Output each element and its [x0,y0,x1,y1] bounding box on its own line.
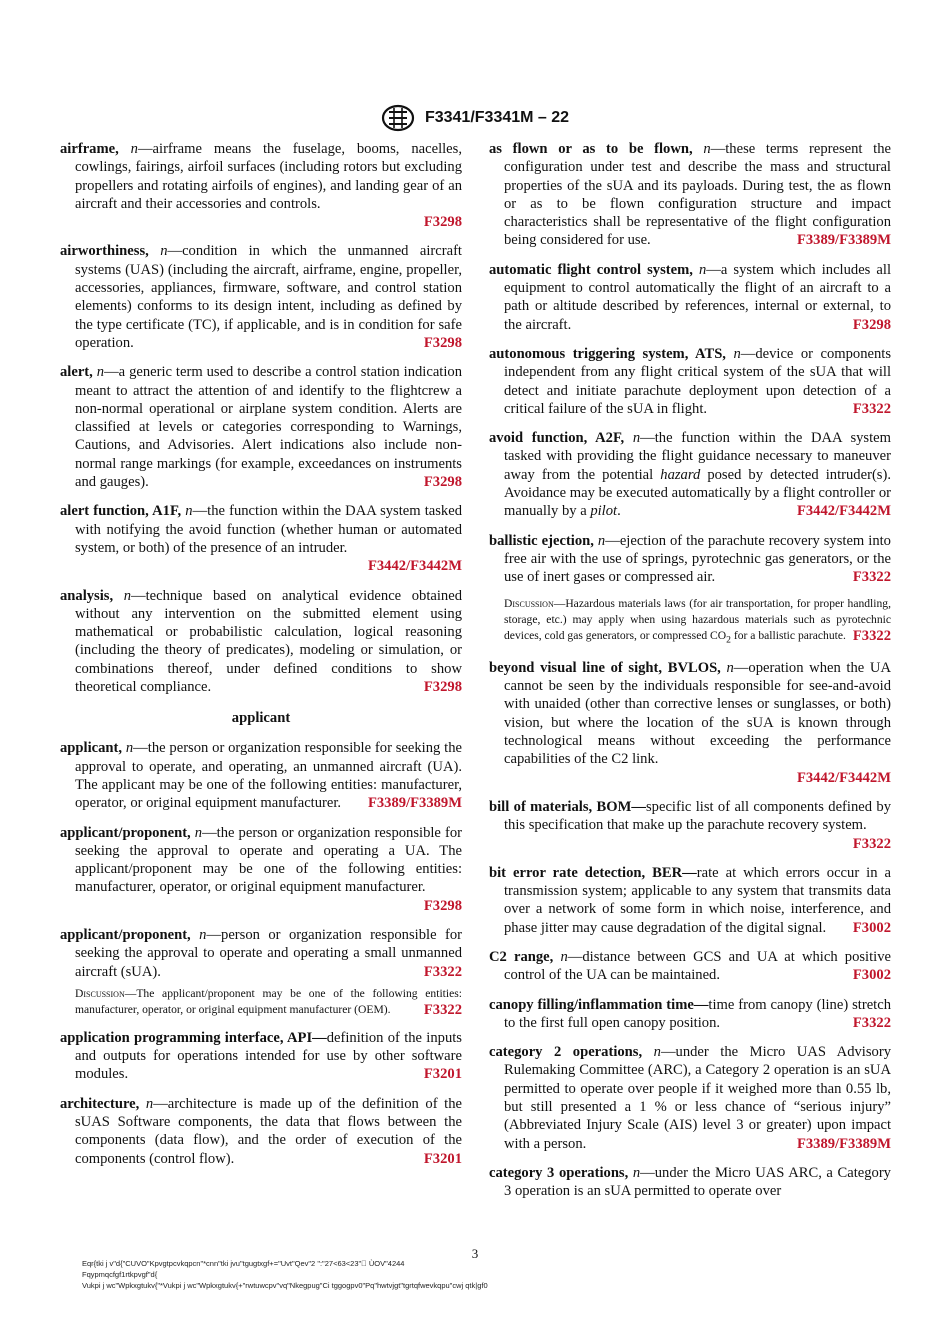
term: category 3 operations, [489,1164,629,1181]
term: airframe, [60,141,119,157]
definition-entry: category 3 operations, n—under the Micro UAS ARC, a Category 3 operation is an sUA permitted to operate over [489,1164,891,1200]
astm-logo-icon [381,104,415,132]
left-column [60,140,462,1179]
term: alert, [60,364,93,381]
definition-entry: automatic flight control system, n—a system which includes all equipment to control automatically the flight of an aircraft to a path or altitude described by references, internal or external, to the aircraft. F3298 [489,261,892,333]
standard-reference: F3389/F3389M [367,795,462,812]
standard-reference: F3298 [423,897,462,914]
standard-reference: F3322 [423,1001,462,1018]
term: analysis, [60,587,114,604]
definition-entry: applicant, n—the person or organization responsible for seeking the approval to operate, and operating, an unmanned aircraft (UA). The applicant may be one of the following entities: manufacturer, operator, or original equipment manufacturer. F3389/F3389M [60,740,462,812]
standard-reference: F3322 [852,835,891,852]
term: bill of materials, BOM— [489,798,646,815]
standard-reference: F3322 [423,963,462,980]
term: applicant, [60,740,123,757]
term: C2 range, [489,949,554,965]
definition-entry: as flown or as to be flown, n—these terms represent the configuration under test and describe the mass and structural properties of the sUA and its payloads. During test, the as flown or as to be flown configuration structure and impact characteristics shall be representative of the flight configuration being considered for use. F3389/F3389M [489,141,891,249]
standard-reference: F3442/F3442M [796,503,891,520]
definition-entry: alert function, A1F, n—the function within the DAA system tasked with notifying the avoid function (whether human or automated system, or both) of the presence of an intruder. F3442/F3442M [60,503,462,575]
term: autonomous triggering system, ATS, [489,345,726,362]
standard-reference: F3389/F3389M [796,232,891,249]
term: architecture, [60,1095,140,1112]
discussion-note: Discussion—The applicant/proponent may be one of the following entities: manufacturer, operator, or original equipment manufacturer (OEM). F3322 [75,986,462,1018]
definition-entry: C2 range, n—distance between GCS and UA at which positive control of the UA can be maintained. F3002 [489,949,891,984]
definition-entry: beyond visual line of sight, BVLOS, n—operation when the UA cannot be seen by the individuals responsible for see-and-avoid with unaided (other than corrective lenses or sunglasses, or both) vision, but where the location of the sUA is known through technological means without exceeding the performance capabilities of the C2 link. F3442/F3442M [489,659,891,786]
standard-reference: F3298 [423,214,462,231]
term: bit error rate detection, BER— [489,864,697,881]
definition-entry: airframe, n—airframe means the fuselage, booms, nacelles, cowlings, fairings, airfoil surfaces (including rotors but excluding propellers and rotating airfoils of engines), and landing gear of an aircraft and their accessories and controls. F3298 [60,141,462,231]
standard-reference: F3201 [423,1066,462,1083]
standard-reference: F3002 [852,967,891,984]
definition-entry: avoid function, A2F, n—the function within the DAA system tasked with providing the flight guidance necessary to maneuver away from the potential hazard posed by detected intruder(s). Avoidance may be executed automatically by a flight controller or manually by a pilot. F3442/F3442M [489,430,891,520]
definition-entry: category 2 operations, n—under the Micro UAS Advisory Rulemaking Committee (ARC), a Category 2 operation is an sUA permitted to operate over people if it weighed more than 0.55 lb, but still presented a 1 % or less chance of “serious injury” (Abbreviated Injury Scale (AIS) level 3 or greater) upon impact with a person. F3389/F3389M [489,1044,891,1152]
discussion-note: Discussion—Hazardous materials laws (for air transportation, for proper handling, storage, etc.) may apply when using hazardous materials such as pyrotechnic devices, cold gas generators, or compressed $CO_2$ for a ballistic parachute. F3322 [504,596,891,645]
definition-entry: airworthiness, n—condition in which the unmanned aircraft systems (UAS) (including the aircraft, airframe, engine, propeller, accessories, appliances, firmware, software, and control station elements) conforms to its design intent, including as defined by the type certificate (TC), if applicable, and is in condition for safe operation. F3298 [60,243,462,351]
standard-reference: F3322 [852,627,891,644]
standard-reference: F3322 [852,1014,891,1031]
standard-reference: F3298 [423,679,462,696]
definition-entry: application programming interface, API—definition of the inputs and outputs for operations intended for use by other software modules. F3201 [60,1029,462,1083]
term: category 2 operations, [489,1044,643,1061]
definition-entry: autonomous triggering system, ATS, n—device or components independent from any flight critical system of the sUA that will detect and initiate parachute deployment upon detection of a critical failure of the sUA in flight. F3322 [489,345,892,417]
term: airworthiness, [60,243,149,260]
term: applicant/proponent, [60,824,191,841]
license-footer: Eqr{tki j v"d{"CUVO"Kpvgtpcvkqpcn"*cnn"tki jvu"tgugtxgf+="Uvt"Qev"2 ":"27<63<23"  ÙOV"4244 Fqypmqcfgf1rtkpvgf"d{ Vukpi j wc"Wpkxgtukv{"*Vukpi j wc"Wpkxgtukv{+"rwtuwcpv"vq"Nkegpug"Ci tggogpv0"Pq"hwtvjgt"tgrtqfwevkqpu"cwj qtk|gf0 [82,1259,488,1290]
document-id: F3341/F3341M – 22 [424,109,570,126]
definition-entry: applicant/proponent, n—person or organization responsible for seeking the approval to operate and operating a small unmanned aircraft (sUA). F3322 [60,926,462,980]
term: avoid function, A2F, [489,430,625,447]
standard-reference: F3442/F3442M [796,769,891,786]
term: alert function, A1F, [60,503,182,520]
term: ballistic ejection, [489,532,594,549]
standard-reference: F3298 [423,334,462,351]
term: canopy filling/inflammation time— [489,996,709,1013]
standard-reference: F3389/F3389M [796,1135,891,1152]
definition-entry: bill of materials, BOM—specific list of all components defined by this specification that make up the parachute recovery system. F3322 [489,798,891,852]
standard-reference: F3322 [852,400,891,417]
term: application programming interface, API— [60,1029,327,1046]
definition-entry: alert, n—a generic term used to describe a control station indication meant to attract the attention of and identify to the flightcrew a non-normal operational or airplane system condition. Alerts are classified at levels or categories corresponding to Warnings, Cautions, and Advisories. Alert indications also include non-normal range markings (for example, exceedances on instruments and gauges). F3298 [60,364,462,491]
definition-entry: analysis, n—technique based on analytical evidence obtained without any intervention on the submitted element using mathematical or probabilistic calculation, logical reasoning (including the theory of predicates), modeling or simulation, or combinations thereof, under defined conditions to show theoretical compliance. F3298 [60,587,462,696]
definition-entry: canopy filling/inflammation time—time from canopy (line) stretch to the first full open canopy position. F3322 [489,996,891,1031]
term: beyond visual line of sight, BVLOS, [489,659,721,676]
standard-reference: F3322 [852,569,891,586]
standard-reference: F3298 [852,316,891,333]
page-number: 3 [471,1246,479,1261]
term: applicant/proponent, [60,926,191,943]
definition-entry: ballistic ejection, n—ejection of the parachute recovery system into free air with the use of springs, pyrotechnic gas generators, or the use of inert gases or compressed air. F3322 [489,532,891,586]
section-heading: applicant [231,710,291,727]
definition-entry: applicant/proponent, n—the person or organization responsible for seeking the approval to operate and operating a UA. The applicant/proponent may be one of the following entities: manufacturer, operator, or original equipment manufacturer. F3298 [60,824,462,914]
term: as flown or as to be flown, [489,141,693,157]
standard-reference: F3002 [852,919,891,936]
page-header [0,104,950,132]
standard-reference: F3298 [423,474,462,491]
definition-entry: bit error rate detection, BER—rate at which errors occur in a transmission system; applicable to any system that transmits data over a network of some form in which noise, interference, and phase jitter may cause degradation of the digital signal. F3002 [489,864,891,936]
definition-entry: architecture, n—architecture is made up of the definition of the sUAS Software components, the data that flows between the components (data flow), and the order of execution of the components (control flow). F3201 [60,1095,462,1167]
right-column [489,140,891,1212]
term: automatic flight control system, [489,261,693,278]
standard-reference: F3442/F3442M [367,558,462,575]
standard-reference: F3201 [423,1150,462,1167]
